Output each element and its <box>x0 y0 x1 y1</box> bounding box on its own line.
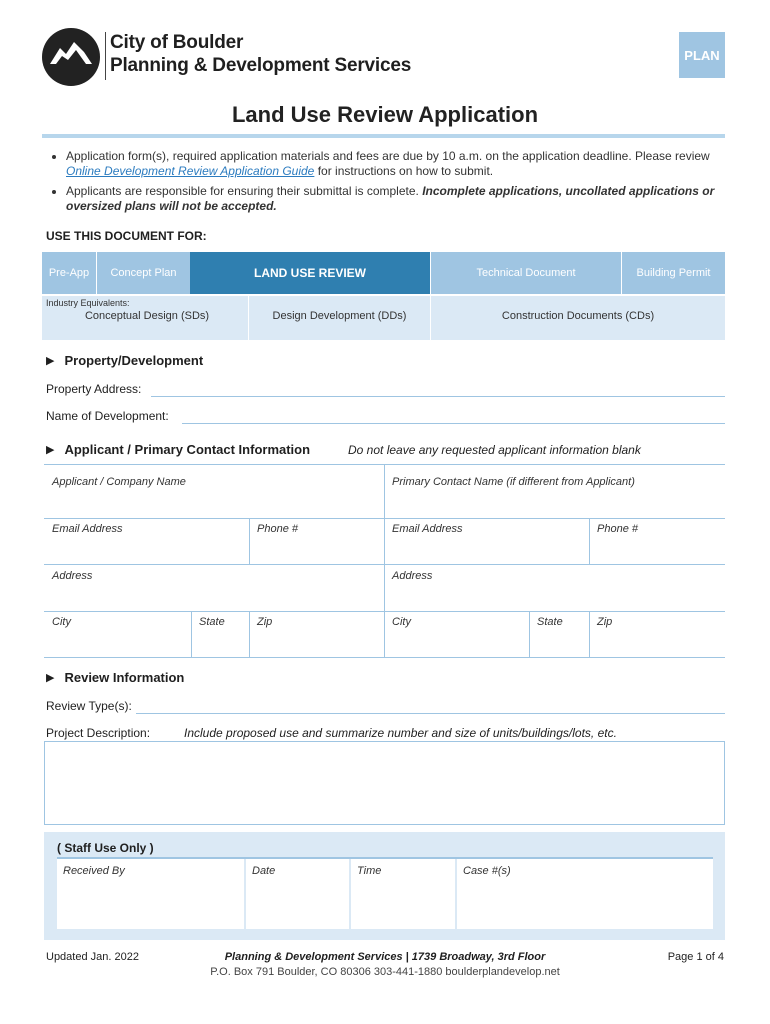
project-description-input[interactable] <box>44 741 725 825</box>
org-name-line1: City of Boulder <box>110 32 244 53</box>
project-description-label: Project Description: <box>46 726 151 740</box>
mountain-logo-icon <box>48 38 94 68</box>
applicant-zip-field[interactable]: Zip <box>257 616 273 628</box>
review-types-input[interactable] <box>136 713 725 714</box>
contact-email-field[interactable]: Email Address <box>392 523 463 535</box>
received-by-field[interactable]: Received By <box>57 859 244 929</box>
applicant-state-field[interactable]: State <box>199 616 225 628</box>
property-address-label: Property Address: <box>46 382 142 396</box>
contact-address-field[interactable]: Address <box>392 570 433 582</box>
phase-pre-app: Pre-App <box>48 267 90 279</box>
property-address-input[interactable] <box>151 396 725 397</box>
org-name-line2: Planning & Development Services <box>110 55 412 76</box>
instructions-list <box>50 149 730 219</box>
case-number-field[interactable]: Case #(s) <box>457 859 713 929</box>
logo-separator <box>105 32 106 80</box>
applicant-phone-field[interactable]: Phone # <box>257 523 298 535</box>
triangle-bullet-icon: ▶ <box>46 355 55 367</box>
triangle-bullet-icon: ▶ <box>46 444 55 456</box>
contact-city-field[interactable]: City <box>392 616 411 628</box>
property-section-heading: ▶ Property/Development <box>46 353 204 368</box>
applicant-email-field[interactable]: Email Address <box>52 523 123 535</box>
instruction-item: • Applicants are responsible for ensuring their submittal is complete. Incomplete applications, uncollated applications or oversized plans will not be accepted. <box>66 184 730 214</box>
use-for-heading: USE THIS DOCUMENT FOR: <box>46 229 207 243</box>
triangle-bullet-icon: ▶ <box>46 672 55 684</box>
contact-phone-field[interactable]: Phone # <box>597 523 638 535</box>
applicant-note: Do not leave any requested applicant information blank <box>348 443 641 457</box>
page-number: Page 1 of 4 <box>667 951 724 963</box>
phase-land-use-review: LAND USE REVIEW <box>190 252 430 294</box>
instruction-item: • Application form(s), required application materials and fees are due by 10 a.m. on the application deadline. Please review Online Development Review Application Guide for instructions on how to submit. <box>66 149 730 179</box>
applicant-company-field[interactable]: Applicant / Company Name <box>52 476 186 488</box>
plan-tag: PLAN <box>679 32 725 78</box>
review-section-heading: ▶ Review Information <box>46 670 185 685</box>
equivalent-dds: Design Development (DDs) <box>272 310 407 322</box>
phase-technical-document: Technical Document <box>476 267 576 279</box>
review-types-label: Review Type(s): <box>46 699 132 713</box>
project-description-hint: Include proposed use and summarize number and size of units/buildings/lots, etc. <box>184 726 617 740</box>
primary-contact-field[interactable]: Primary Contact Name (if different from Applicant) <box>392 476 635 488</box>
title-rule <box>42 134 725 138</box>
application-guide-link[interactable]: Online Development Review Application Guide <box>66 164 315 178</box>
development-name-input[interactable] <box>182 423 725 424</box>
footer-address: Planning & Development Services | 1739 Broadway, 3rd Floor <box>224 951 546 963</box>
development-name-label: Name of Development: <box>46 409 169 423</box>
equivalents-label: Industry Equivalents: <box>46 298 130 308</box>
updated-date: Updated Jan. 2022 <box>46 951 139 963</box>
equivalent-cds: Construction Documents (CDs) <box>501 310 655 322</box>
document-title: Land Use Review Application <box>231 102 539 127</box>
time-field[interactable]: Time <box>351 859 455 929</box>
date-field[interactable]: Date <box>246 859 349 929</box>
footer-contact: P.O. Box 791 Boulder, CO 80306 303-441-1880 boulderplandevelop.net <box>210 966 560 978</box>
phase-bar <box>42 252 725 294</box>
applicant-city-field[interactable]: City <box>52 616 71 628</box>
contact-state-field[interactable]: State <box>537 616 563 628</box>
phase-concept-plan: Concept Plan <box>110 267 177 279</box>
industry-equivalents-row <box>42 296 725 340</box>
staff-use-title: ( Staff Use Only ) <box>57 841 154 855</box>
applicant-section-heading: ▶ Applicant / Primary Contact Information <box>46 442 311 457</box>
applicant-address-field[interactable]: Address <box>52 570 93 582</box>
contact-zip-field[interactable]: Zip <box>597 616 613 628</box>
equivalent-sds: Conceptual Design (SDs) <box>84 310 210 322</box>
phase-building-permit: Building Permit <box>636 267 711 279</box>
